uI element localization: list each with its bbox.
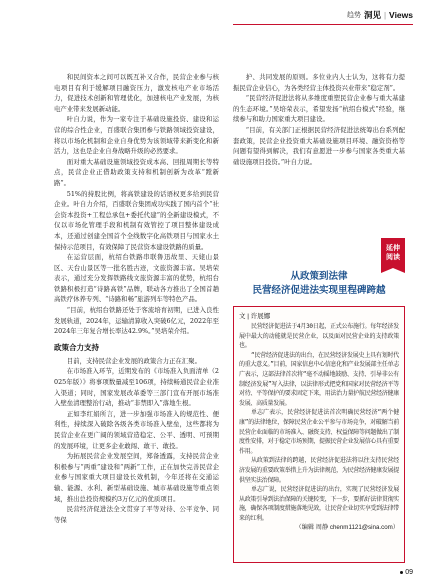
sidebar-paragraph: 从政策到法律的跨越，民营经济促进法将以往支持民营经济发展的重要政策举措上升为法律规范，为民营经济健康发展提供坚实法治保障。 xyxy=(239,457,399,484)
header-views: Views xyxy=(389,10,413,20)
sidebar-title xyxy=(233,270,405,298)
sidebar-paragraph: 民营经济促进法于4月30日起，正式公布施行。每年经济发展中最大的动能就是民营企业，以及面对民营企业的支持政策也。 xyxy=(239,323,399,350)
sidebar-box xyxy=(233,306,405,563)
sidebar-title-line-1: 从政策到法律 xyxy=(290,271,348,282)
editor-credit: （编辑 周静 chenm1121@sina.com） xyxy=(295,524,399,532)
left-column xyxy=(54,72,219,525)
body-paragraph: 护、共同发展的原则。多位业内人士认为，这将有力提振民营企业信心，为各类经营主体投资兴业带来“稳定剂”。 xyxy=(233,73,405,92)
body-paragraph: 在市场准入环节，近期发布的《市场准入负面清单（2025年版）》将事项数量减至106项，持续畅通民营企业准入渠道；同时，国家发展改革委等三部门宣布开展市场准入壁垒清理整治行动，推动“非禁即入”落地生根。 xyxy=(54,367,219,408)
badge-line-2: 阅读 xyxy=(386,254,400,261)
page-number xyxy=(400,569,413,576)
header-separator: | xyxy=(383,10,387,20)
body-paragraph: 民营经济促进法全文贯穿了平等对待、公平竞争、同等保 xyxy=(54,505,219,524)
sidebar-byline: 文 | 许展娜 xyxy=(239,313,271,320)
body-paragraph: 和民间资本之间可以既互补又合作，民营企业参与核电项目有利于缓解项目融资压力，激发核电产业市场活力，促进技术创新和管理优化，加速核电产业发展，为核电产业带来发展新动能。 xyxy=(54,73,219,113)
body-paragraph: 为拓展民营企业发展空间，郑备透露，支持民营企业积极参与“两重”建设和“两新”工作，正在加快完善民营企业参与国家重大项目建设长效机制，今年还将在交通运输、能源、水利、新型基础设施、城市基础设施等重点领域，推出总投资规模约3万亿元的优质项目。 xyxy=(54,452,219,503)
right-column xyxy=(233,72,405,167)
sidebar-paragraph: 单志广说，民营经济促进法的出台，实现了民营经济发展从政策引导到法治保障的关键转变，下一步，要抓好法律贯彻实施，确保各项制度措施落地见效，让民营企业切实享受到法律带来的红利。 xyxy=(239,486,399,522)
sidebar-paragraph: 单志广表示，民营经济促进法首次明确民营经济“两个健康”的法律地位，保障民营企业公平参与市场竞争，对破解当前民营企业面临的市场准入、融资支持、权益保障等问题做出了制度性安排，对于稳定市场预期，提振民营企业发展信心具有重要作用。 xyxy=(239,409,399,455)
body-paragraph: 面对重大基础设施领域投资成本高、回报周期长等特点，民营企业正借助政策支持和机制创新为改革“蹚新路”。 xyxy=(54,157,219,187)
extended-reading-badge xyxy=(381,238,405,268)
sidebar-paragraph: “民营经济促进法的出台，在民营经济发展史上具有划时代的重大意义。”目前，国家信息中心信息化和产业发展部主任单志广表示，这部法律首次将“毫不动摇地鼓励、支持、引导非公有制经济发展”写入法律，以法律形式把党和国家对民营经济平等对待、平等保护的要求固定下来，用法治力量护航民营经济健康发展、高质量发展。 xyxy=(239,351,399,407)
body-paragraph: “目前，杭绍台铁路还处于客流培育初期，已进入良性发展轨道，2024年，运输清算收入突破6亿元，2022年至2024年三年复合增长率达42.9%。”吴培荣介绍。 xyxy=(54,306,219,336)
body-paragraph: “目前，有关部门正根据民营经济促进法统筹出台系列配套政策，民营企业投资重大基础设施项目环境、融资资格等问题有望得到解决，我们有意愿进一步参与国家各类重大基础设施项目投资。”叶自力说。 xyxy=(233,125,405,166)
body-paragraph: 在运营层面，杭绍台铁路串联鲁迅故里、天姥山景区、天台山景区等一批名胜古迹，文旅资源丰富。吴培荣表示，通过充分发挥铁路线文旅资源丰富的优势，杭绍台铁路积极打造“诗路高铁”品牌，联动各方推出了全国首趟高铁疗休养专列、“诗路和畅”旅游列车等特色产品。 xyxy=(54,253,219,304)
body-paragraph: “民营经济促进法将从多维度重塑民营企业参与重大基建的生态环境。”吴培荣表示，希望发扬“杭绍台模式”经验，继续参与和助力国家重大项目建设。 xyxy=(233,94,405,124)
sidebar-title-line-2: 民营经济促进法实现里程碑跨越 xyxy=(252,285,386,296)
header-rule xyxy=(233,24,413,25)
body-paragraph: 目前，支持民营企业发展的政策合力正在汇聚。 xyxy=(66,356,201,365)
bullet-icon xyxy=(400,571,403,574)
body-paragraph: 51%的持股比例，将高铁建设的话语权更多给到民营企业。叶自力介绍，百盛联合集团成功实践了国内首个“社会资本投资+工程总承包+委托代建”的全新建设模式，不仅以市场化管理手段和机制有效管控了项目整体建设成本，还通过创建全国首个全线数字化高铁项目与国家水土保持示范项目，有效保障了民营资本建设铁路的质量。 xyxy=(54,189,219,251)
page-number-value: 09 xyxy=(405,569,413,576)
badge-line-1: 延伸 xyxy=(386,245,400,252)
header-column-name: 洞见 xyxy=(363,10,381,20)
page-header xyxy=(347,8,413,22)
body-paragraph: 正如李红娟所言，进一步加强市场准入的规范性、便利性，持续深入破除各级各类市场准入壁垒，这些都将为民营企业在更广阔的领域营造稳定、公平、透明、可预期的发展环境，让更多企业敢闯、敢干、敢投。 xyxy=(54,409,219,450)
header-section: 趋势 xyxy=(346,12,361,19)
section-heading: 政策合力支持 xyxy=(54,342,99,352)
body-paragraph: 叶自力说，作为一家专注于基础设施投资、建设和运营的综合性企业，百盛联合集团参与铁路领域投资建设，将以市场化机制和企业自身优势为该领域带来新变化和新活力，这也是企业自身战略升级的必然要求。 xyxy=(54,115,219,156)
